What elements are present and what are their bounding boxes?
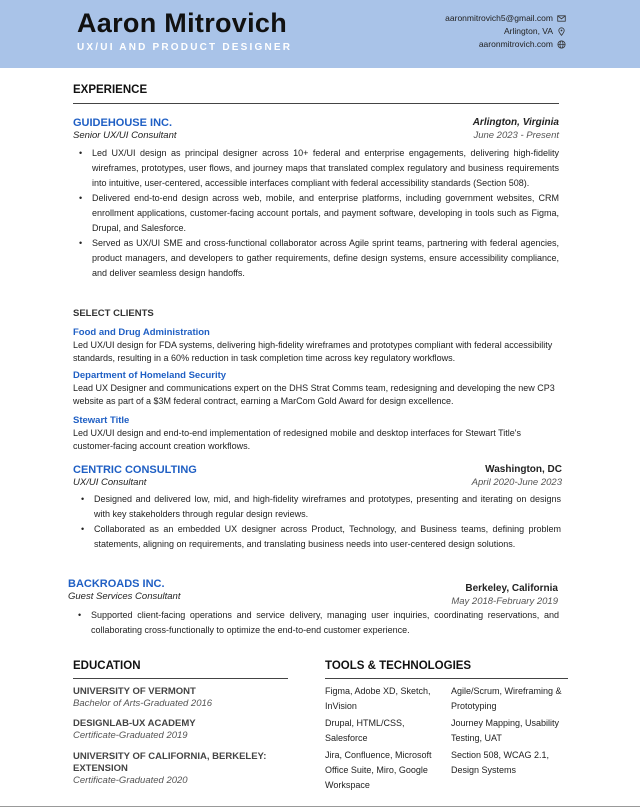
job-dates: June 2023 - Present: [473, 130, 559, 141]
school-detail: Bachelor of Arts-Graduated 2016: [73, 698, 213, 709]
job-company: CENTRIC CONSULTING: [73, 464, 197, 476]
job-bullets: [76, 492, 561, 552]
select-clients-heading: SELECT CLIENTS: [73, 308, 154, 319]
bullet-item: • Designed and delivered low, mid, and high-fidelity wireframes and prototypes, presenting and iterating on designs with key stakeholders through regular design reviews.: [76, 492, 561, 522]
header-band: [0, 0, 640, 68]
job-title: UX/UI Consultant: [73, 477, 147, 488]
job-title: Guest Services Consultant: [68, 591, 181, 602]
job-location: Arlington, Virginia: [472, 117, 559, 128]
school-detail: Certificate-Graduated 2020: [73, 775, 188, 786]
client-name: Food and Drug Administration: [73, 327, 210, 338]
candidate-role: UX/UI AND PRODUCT DESIGNER: [77, 42, 293, 53]
school-name: DESIGNLAB-UX ACADEMY: [73, 718, 196, 729]
job-dates: April 2020-June 2023: [471, 477, 562, 488]
tools-item: Journey Mapping, Usability Testing, UAT: [451, 718, 560, 743]
page-bottom-line: [0, 806, 640, 807]
school-name: UNIVERSITY OF VERMONT: [73, 686, 196, 697]
tools-item: Drupal, HTML/CSS, Salesforce: [325, 718, 405, 743]
tools-item: Figma, Adobe XD, Sketch, InVision: [325, 686, 431, 711]
bullet-item: • Delivered end-to-end design across web, mobile, and enterprise platforms, including government websites, CRM enrollment applications, customer-facing account portals, and payment software, developing in tools such as Figma, Drupal, and Salesforce.: [74, 191, 559, 236]
contact-location: Arlington, VA: [504, 26, 553, 36]
bullet-item: • Led UX/UI design as principal designer across 10+ federal and enterprise engagements, delivering high-fidelity wireframes, prototypes, user flows, and journey maps that translated complex regulatory and business requirements into intuitive, user-centered, accessible interfaces compliant with federal accessibility standards (Section 508).: [74, 146, 559, 191]
client-description: Led UX/UI design for FDA systems, delivering high-fidelity wireframes and prototypes compliant with federal accessibility standards, resulting in a 60% reduction in task completion time across key regulatory workflows.: [73, 340, 553, 363]
bullet-item: • Collaborated as an embedded UX designer across Product, Technology, and Business teams, defining problem statements, aligning on requirements, and translating business needs into user-centered design solutions.: [76, 522, 561, 552]
tools-item: Agile/Scrum, Wireframing & Prototyping: [451, 686, 562, 711]
contact-block: [445, 12, 566, 51]
bullet-item: • Supported client-facing operations and service delivery, managing user inquiries, coordinating reservations, and collaborating cross-functionally to optimize the end-to-end customer experience.: [73, 608, 559, 638]
tools-item: Jira, Confluence, Microsoft Office Suite, Miro, Google Workspace: [325, 750, 432, 790]
experience-heading: EXPERIENCE: [73, 84, 148, 96]
contact-location-row: [445, 25, 566, 38]
school-name: UNIVERSITY OF CALIFORNIA, BERKELEY: EXTENSION: [73, 751, 267, 774]
client-description: Led UX/UI design and end-to-end implementation of redesigned mobile and desktop interfaces for Stewart Title's customer-facing account creation workflows.: [73, 428, 521, 451]
education-heading: EDUCATION: [73, 660, 141, 672]
job-company: BACKROADS INC.: [68, 578, 165, 590]
tools-item: Section 508, WCAG 2.1, Design Systems: [451, 750, 550, 775]
job-title: Senior UX/UI Consultant: [73, 130, 177, 141]
school-detail: Certificate-Graduated 2019: [73, 730, 188, 741]
contact-email[interactable]: aaronmitrovich5@gmail.com: [445, 13, 553, 23]
experience-divider: [73, 103, 559, 104]
globe-icon: [557, 40, 566, 49]
client-description: Lead UX Designer and communications expert on the DHS Strat Comms team, redesigning and developing the new CP3 website as part of a $3M federal contract, earning a MarCom Gold Award for design excellence.: [73, 383, 555, 406]
job-bullets: [73, 608, 559, 638]
tools-heading: TOOLS & TECHNOLOGIES: [325, 660, 472, 672]
location-pin-icon: [557, 27, 566, 36]
tools-divider: [325, 678, 568, 679]
candidate-name: Aaron Mitrovich: [77, 8, 288, 38]
job-company: GUIDEHOUSE INC.: [73, 117, 173, 129]
client-name: Department of Homeland Security: [73, 370, 227, 381]
contact-website-row[interactable]: [445, 38, 566, 51]
contact-email-row[interactable]: [445, 12, 566, 25]
job-bullets: [74, 146, 559, 281]
mail-icon: [557, 14, 566, 23]
bullet-item: • Served as UX/UI SME and cross-functional collaborator across Agile sprint teams, partnering with federal agencies, product managers, and developers to gather requirements, define design systems, ensure accessibility compliance, and deliver seamless design handoffs.: [74, 236, 559, 281]
contact-website[interactable]: aaronmitrovich.com: [478, 39, 553, 49]
job-location: Berkeley, California: [465, 583, 558, 594]
education-divider: [73, 678, 288, 679]
job-dates: May 2018-February 2019: [451, 596, 558, 607]
job-location: Washington, DC: [485, 464, 562, 475]
client-name: Stewart Title: [73, 415, 130, 426]
